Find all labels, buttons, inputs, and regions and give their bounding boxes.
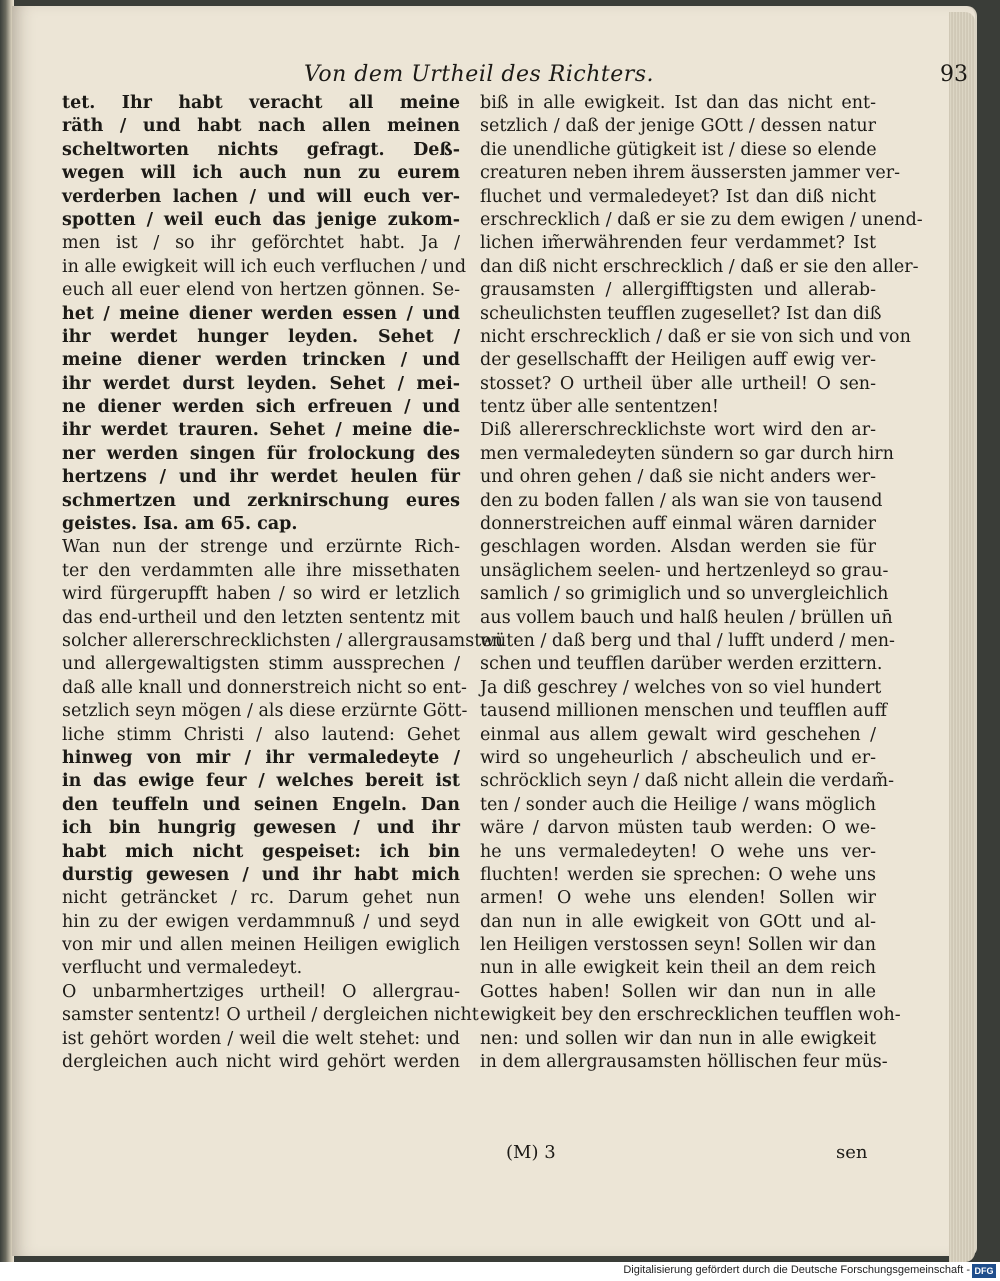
left-text-column <box>62 92 503 1074</box>
text-line: das end-urtheil und den letzten sententz mit <box>62 607 460 628</box>
text-line: fluchet und vermaledeyet? Ist dan diß nicht <box>480 186 876 207</box>
text-line: het / meine diener werden essen / und <box>62 303 460 324</box>
text-line: samster sententz! O urtheil / dergleichen nicht <box>62 1005 479 1026</box>
text-line: hinweg von mir / ihr vermaledeyte / <box>62 747 460 768</box>
text-line: verflucht und vermaledeyt. <box>62 958 303 979</box>
text-line: fluchten! werden sie sprechen: O wehe uns <box>480 864 876 885</box>
page-number: 93 <box>940 62 968 87</box>
text-line: scheulichsten teufflen zugesellet? Ist dan diß <box>480 303 882 324</box>
text-line: den zu boden fallen / als wan sie von tausend <box>480 490 883 511</box>
text-line: ihr werdet durst leyden. Sehet / mei- <box>62 373 460 394</box>
text-line: O unbarmhertziges urtheil! O allergrau- <box>62 981 460 1002</box>
text-line: ten / sonder auch die Heilige / wans möglich <box>480 794 876 815</box>
text-line: solcher allererschrecklichsten / allergrausamsten <box>62 630 503 651</box>
text-line: und allergewaltigsten stimm aussprechen / <box>62 654 460 675</box>
text-line: geschlagen worden. Alsdan werden sie für <box>480 537 876 558</box>
catchword: sen <box>836 1142 868 1163</box>
text-line: creaturen neben ihrem äussersten jammer ver- <box>480 163 901 184</box>
text-line: schröcklich seyn / daß nicht allein die verdam̃- <box>480 771 895 792</box>
text-line: nen: und sollen wir dan nun in alle ewigkeit <box>480 1028 876 1049</box>
text-line: len Heiligen verstossen seyn! Sollen wir dan <box>480 935 876 956</box>
text-line: geistes. Isa. am 65. cap. <box>62 514 298 535</box>
text-line: men vermaledeyten sündern so gar durch hirn <box>480 443 894 464</box>
text-line: hertzens / und ihr werdet heulen für <box>62 467 460 488</box>
text-line: unsäglichem seelen- und hertzenleyd so grau- <box>480 560 889 581</box>
text-line: meine diener werden trincken / und <box>62 350 460 371</box>
text-line: wüten / daß berg und thal / lufft underd / men- <box>480 630 895 651</box>
text-line: und ohren gehen / daß sie nicht anders wer- <box>480 467 876 488</box>
signature-mark: (M) 3 <box>506 1142 556 1163</box>
text-line: durstig gewesen / und ihr habt mich <box>62 864 460 885</box>
credit-text: Digitalisierung gefördert durch die Deutsche Forschungsgemeinschaft - <box>623 1264 970 1276</box>
text-line: armen! O wehe uns elenden! Sollen wir <box>480 888 876 909</box>
text-line: ewigkeit bey den erschrecklichen teufflen woh- <box>480 1005 901 1026</box>
text-line: tentz über alle sententzen! <box>480 397 719 418</box>
text-line: scheltworten nichts gefragt. Deß- <box>62 139 460 160</box>
text-line: den teuffeln und seinen Engeln. Dan <box>62 794 460 815</box>
text-line: tausend millionen menschen und teufflen auff <box>480 701 887 722</box>
text-line: donnerstreichen auff einmal wären darnider <box>480 514 876 535</box>
text-line: die unendliche gütigkeit ist / diese so elende <box>480 139 877 160</box>
text-line: wird so ungeheurlich / abscheulich und er- <box>480 747 876 768</box>
credit-bar <box>0 1262 1000 1281</box>
text-line: ist gehört worden / weil die welt stehet: und <box>62 1028 460 1049</box>
text-line: tet. Ihr habt veracht all meine <box>62 93 460 113</box>
text-line: schen und teufflen darüber werden erzittern. <box>480 654 883 675</box>
text-line: setzlich / daß der jenige GOtt / dessen natur <box>480 116 876 137</box>
page-header <box>304 58 968 94</box>
text-line: stosset? O urtheil über alle urtheil! O sen- <box>480 373 876 394</box>
text-line: einmal aus allem gewalt wird geschehen / <box>480 724 876 745</box>
text-line: von mir und allen meinen Heiligen ewiglich <box>62 935 460 956</box>
text-line: biß in alle ewigkeit. Ist dan das nicht ent- <box>480 93 876 113</box>
text-line: erschrecklich / daß er sie zu dem ewigen / unend- <box>480 209 923 230</box>
text-line: der gesellschafft der Heiligen auff ewig ver- <box>480 350 876 371</box>
text-line: ner werden singen für frolockung des <box>62 443 460 464</box>
text-line: wird fürgerupfft haben / so wird er letzlich <box>62 584 460 605</box>
text-line: spotten / weil euch das jenige zukom- <box>62 209 460 230</box>
text-line: habt mich nicht gespeiset: ich bin <box>62 841 460 862</box>
text-line: liche stimm Christi / also lautend: Gehet <box>62 724 460 745</box>
right-text-column <box>480 92 923 1074</box>
text-line: dan nun in alle ewigkeit von GOtt und al- <box>480 911 876 932</box>
text-line: in alle ewigkeit will ich euch verfluchen / und <box>62 256 467 277</box>
text-line: lichen im̃erwährenden feur verdammet? Ist <box>480 233 876 254</box>
text-line: ihr werdet hunger leyden. Sehet / <box>62 326 460 347</box>
text-line: he uns vermaledeyten! O wehe uns ver- <box>480 841 876 862</box>
text-line: nicht erschrecklich / daß er sie von sich und von <box>480 326 911 347</box>
text-line: Diß allererschrecklichste wort wird den ar- <box>480 420 876 441</box>
text-line: samlich / so grimiglich und so unvergleichlich <box>480 584 889 605</box>
text-line: in dem allergrausamsten höllischen feur müs- <box>480 1052 888 1073</box>
text-line: aus vollem bauch und halß heulen / brüllen un̄ <box>480 607 893 628</box>
text-line: dergleichen auch nicht wird gehört werden <box>62 1052 460 1073</box>
text-line: Ja diß geschrey / welches von so viel hundert <box>480 677 882 698</box>
text-line: Gottes haben! Sollen wir dan nun in alle <box>480 981 876 1002</box>
page-fore-edge <box>949 12 975 1262</box>
text-line: ich bin hungrig gewesen / und ihr <box>62 818 460 839</box>
running-title: Von dem Urtheil des Richters. <box>304 62 655 87</box>
text-line: ne diener werden sich erfreuen / und <box>62 397 460 418</box>
text-line: grausamsten / allergifftigsten und allerab- <box>480 280 876 301</box>
text-line: dan diß nicht erschrecklich / daß er sie den aller- <box>480 256 919 277</box>
text-line: men ist / so ihr geförchtet habt. Ja / <box>62 233 460 254</box>
text-line: hin zu der ewigen verdammnuß / und seyd <box>62 911 460 932</box>
text-line: verderben lachen / und will euch ver- <box>62 186 460 207</box>
text-line: daß alle knall und donnerstreich nicht so ent- <box>62 677 467 698</box>
text-line: euch all euer elend von hertzen gönnen. Se- <box>62 280 460 301</box>
text-line: nicht geträncket / rc. Darum gehet nun <box>62 888 460 909</box>
text-line: Wan nun der strenge und erzürnte Rich- <box>62 537 460 558</box>
text-line: in das ewige feur / welches bereit ist <box>62 771 460 792</box>
text-line: nun in alle ewigkeit kein theil an dem reich <box>480 958 876 979</box>
text-line: wegen will ich auch nun zu eurem <box>62 163 460 184</box>
text-line: schmertzen und zerknirschung eures <box>62 490 460 511</box>
dfg-logo-icon: DFG <box>972 1264 996 1278</box>
text-line: setzlich seyn mögen / als diese erzürnte Gött- <box>62 701 468 722</box>
text-line: räth / und habt nach allen meinen <box>62 116 460 137</box>
text-line: wäre / darvon müsten taub werden: O we- <box>480 818 876 839</box>
text-line: ter den verdammten alle ihre missethaten <box>62 560 460 581</box>
text-line: ihr werdet trauren. Sehet / meine die- <box>62 420 460 441</box>
